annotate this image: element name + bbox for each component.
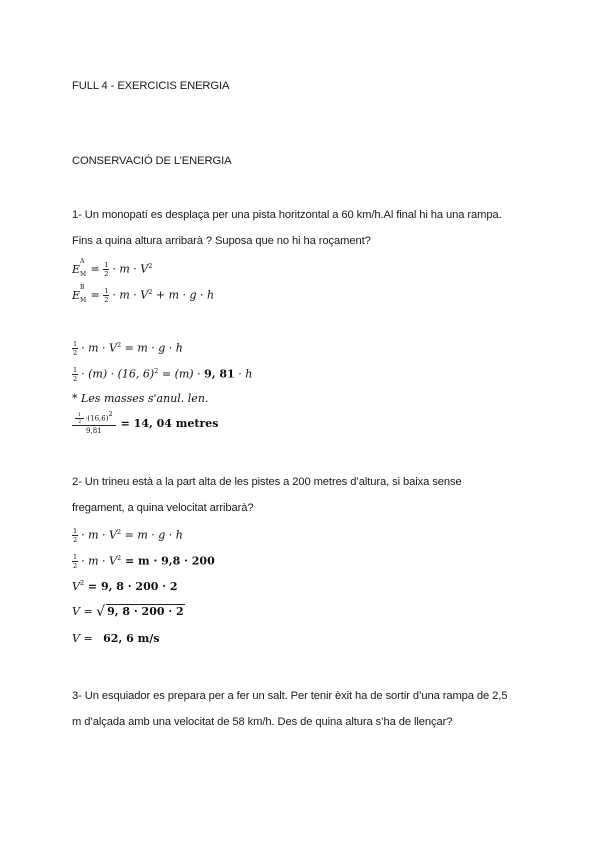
exercise-3-text-line-2: m d’alçada amb una velocitat de 58 km/h. Des de quina altura s’ha de llençar? — [72, 716, 453, 728]
exercise-2-text-line-2: fregament, a quina velocitat arribarà? — [72, 502, 254, 514]
exercise-1-equation-5: $\frac{1}{2}$ ·(16,6)2 9,81 = 14, 04 metres — [72, 412, 218, 436]
exercise-1-equation-1: E A M = $\frac{1}{2}$ · $m \cdot V^2$ — [72, 257, 153, 278]
section-heading: CONSERVACIÓ DE L’ENERGIA — [72, 155, 232, 167]
exercise-1-text-line-1: 1- Un monopatí es desplaça per una pista horitzontal a 60 km/h.Al final hi ha una rampa. — [72, 209, 502, 221]
document-title: FULL 4 - EXERCICIS ENERGIA — [72, 80, 230, 92]
exercise-1-equation-2: E B M = $\frac{1}{2}$ · $m \cdot V^2 + m \cdot g \cdot h$ — [72, 283, 215, 304]
exercise-1-equation-4: $\frac{1}{2}$ · (m) · (16, 6)$^2$ = (m) · 9, 81 · h — [73, 366, 253, 383]
exercise-2-equation-4: V = √ 9, 8 · 200 · 2 — [72, 604, 184, 620]
exercise-2-text-line-1: 2- Un trineu està a la part alta de les pistes a 200 metres d’altura, si baixa sense — [72, 476, 462, 488]
exercise-3-text-line-1: 3- Un esquiador es prepara per a fer un salt. Per tenir èxit ha de sortir d’una rampa de 2,5 — [72, 690, 508, 702]
exercise-2-equation-1: $\frac{1}{2}$ · $m \cdot V^2 = m \cdot g \cdot h$ — [73, 527, 183, 544]
exercise-2-equation-2: $\frac{1}{2}$ · $m \cdot V^2 = m \cdot 9,8 \cdot 200$ — [73, 553, 215, 570]
exercise-2-equation-5: V = 62, 6 m/s — [72, 632, 160, 645]
exercise-1-equation-3: $\frac{1}{2}$ · $m \cdot V^2 = m \cdot g \cdot h$ — [73, 340, 183, 357]
exercise-1-note: * Les masses s'anul. len. — [72, 392, 209, 405]
exercise-2-equation-3: $V^2 = 9$, 8 · 200 · 2 — [72, 579, 178, 593]
exercise-1-text-line-2: Fins a quina altura arribarà ? Suposa que no hi ha roçament? — [72, 235, 371, 247]
